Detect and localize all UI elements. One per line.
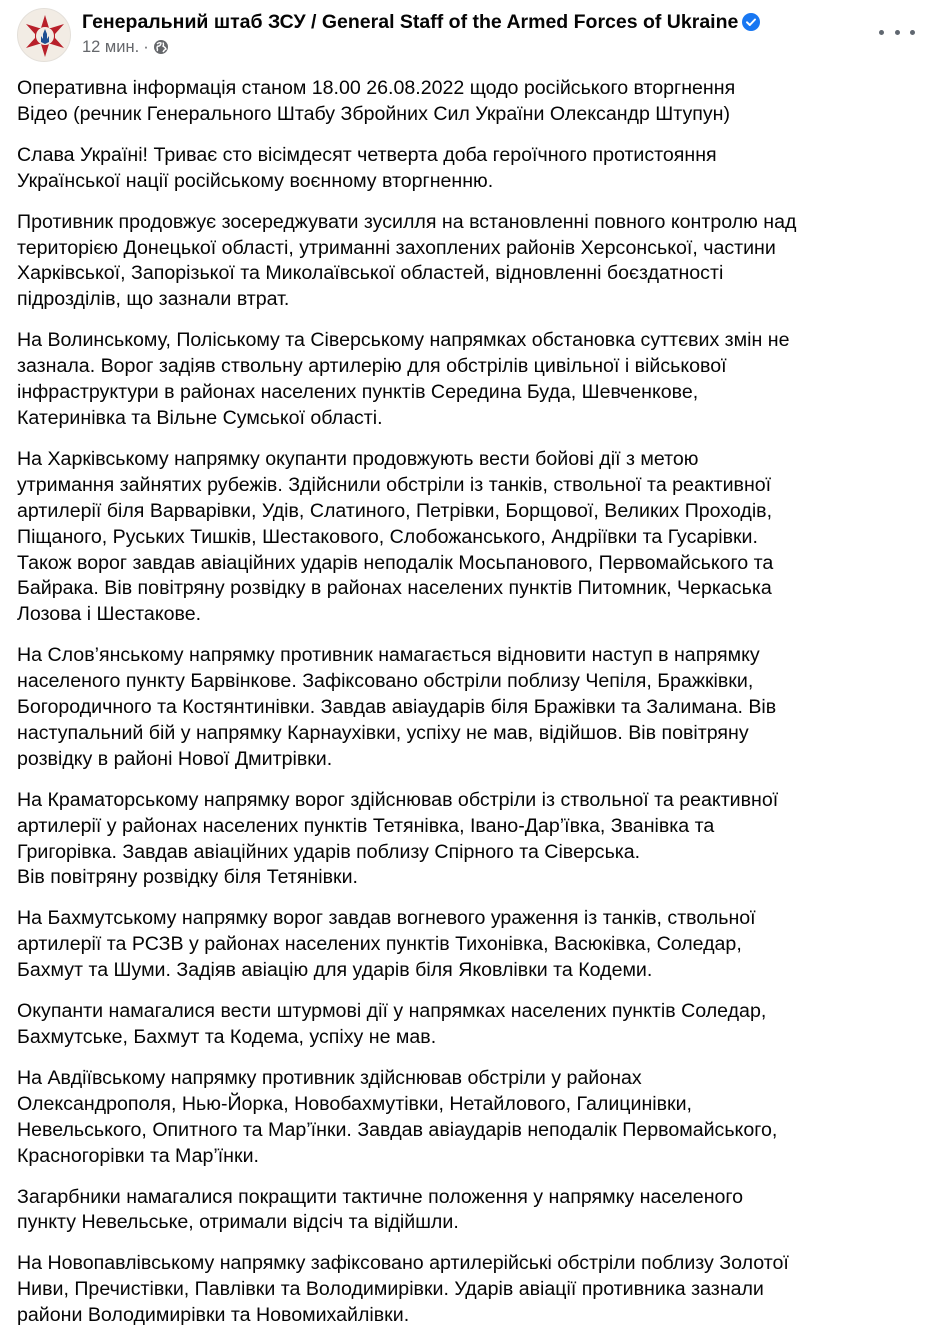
post-paragraph: Окупанти намагалися вести штурмові дії у напрямках населених пунктів Соледар, Бахмутське, Бахмут та Кодема, успіху не мав. [17,1000,767,1048]
page-avatar[interactable] [17,8,71,62]
page-name-text[interactable]: Генеральний штаб ЗСУ / General Staff of the Armed Forces of Ukraine [82,11,739,33]
more-options-button[interactable] [879,20,915,44]
post-paragraph: Противник продовжує зосереджувати зусилля на встановленні повного контролю над територією Донецької області, утриманні захоплених районів Херсонської, частини Харківської, Запорізької та Миколаївської областей, відновленні боєздатності підрозділів, що зазнали втрат. [17,210,797,311]
post-paragraph: На Харківському напрямку окупанти продовжують вести бойові дії з метою утримання зайнятих рубежів. Здійснили обстріли із танків, ствольної та реактивної артилерії біля Варварівки, Удів, Слатиного, Петрівки, Борщової, Великих Проходів, Піщаного, Руських Тишків, Шестакового, Слобожанського, Андріївки та Гусарівки. Також ворог завдав авіаційних ударів неподалік Мосьпанового, Первомайського та Байрака. Вів повітряну розвідку в районах населених пунктів Питомник, Черкаська Лозова і Шестакове. [17,447,774,626]
post-paragraph: На Краматорському напрямку ворог здійснював обстріли із ствольної та реактивної артилерії у районах населених пунктів Тетянівка, Івано-Дар’ївка, Званівка та Григорівка. Завдав авіаційних ударів поблизу Спірного та Сіверська. Вів повітряну розвідку біля Тетянівки. [17,788,779,889]
post-timestamp[interactable]: 12 мин. [82,38,140,56]
post-content [17,76,922,1344]
post-paragraph: Загарбники намагалися покращити тактичне положення у напрямку населеного пункту Невельське, отримали відсіч та відійшли. [17,1185,744,1234]
emblem-cross-icon [18,9,72,63]
post-paragraph: На Волинському, Поліському та Сіверському напрямках обстановка суттєвих змін не зазнала. Ворог задіяв ствольну артилерію для обстрілів цивільної і військової інфраструктури в районах населених пунктів Середина Буда, Шевченкове, Катеринівка та Вільне Сумської області. [17,329,790,429]
post-paragraph: На Слов’янському напрямку противник намагається відновити наступ в напрямку населеного пункту Барвінкове. Зафіксовано обстріли поблизу Чепіля, Бражківки, Богородичного та Костянтинівки. Завдав авіаударів біля Бражівки та Залимана. Вів наступальний бій у напрямку Карнаухівки, успіху не мав, відійшов. Вів повітряну розвідку в районі Нової Дмитрівки. [17,644,777,770]
meta-separator: · [143,38,149,56]
page-name-link[interactable] [82,11,760,34]
post-header [17,8,937,64]
more-dots-icon [910,30,915,35]
post-meta [82,38,169,57]
globe-icon[interactable] [153,39,169,55]
post-paragraph: На Бахмутському напрямку ворог завдав вогневого ураження із танків, ствольної артилерії та РСЗВ у районах населених пунктів Тихонівка, Васюківка, Соледар, Бахмут та Шуми. Задіяв авіацію для ударів біля Яковлівки та Кодеми. [17,907,756,982]
more-dots-icon [879,30,884,35]
more-dots-icon [895,30,900,35]
post-paragraph: На Авдіївському напрямку противник здійснював обстріли у районах Олександрополя, Нью-Йорка, Новобахмутівки, Нетайлового, Галицинівки, Невельського, Опитного та Мар’їнки. Завдав авіаударів неподалік Первомайського, Красногорівки та Мар’їнки. [17,1066,778,1167]
post-paragraph: На Новопавлівському напрямку зафіксовано артилерійські обстріли поблизу Золотої Ниви, Пречистівки, Павлівки та Володимирівки. Ударів авіації противника зазнали райони Володимирівки та Новомихайлівки. [17,1252,789,1327]
post-paragraph: Оперативна інформація станом 18.00 26.08.2022 щодо російського вторгнення Відео (речник Генерального Штабу Збройних Сил України Олександр Штупун) [17,77,736,125]
post-paragraph: Слава Україні! Триває сто вісімдесят четверта доба героїчного протистояння Української нації російському воєнному вторгненню. [17,143,717,192]
verified-badge-icon [742,13,760,31]
